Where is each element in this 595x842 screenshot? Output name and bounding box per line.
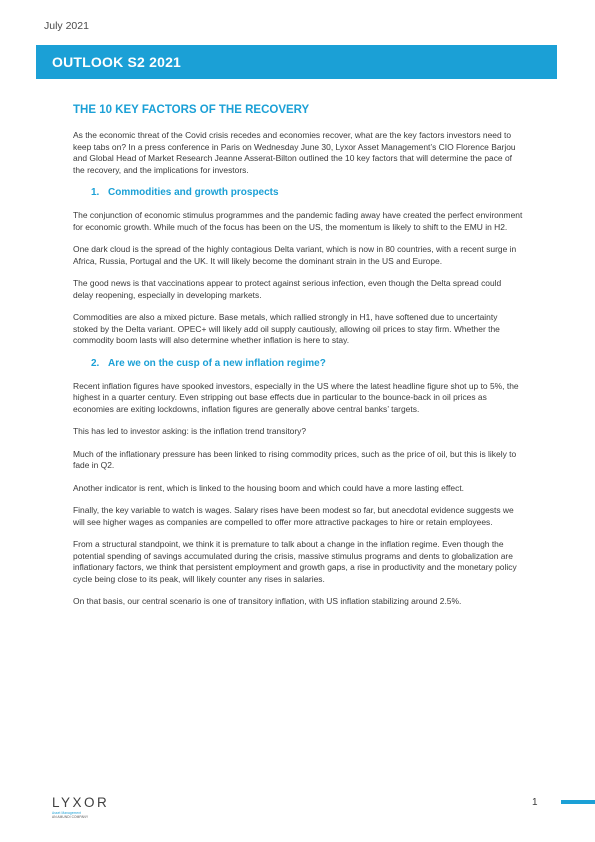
title-banner xyxy=(36,45,557,79)
page-accent-bar xyxy=(561,800,595,804)
paragraph: From a structural standpoint, we think it is premature to talk about a change in the inflation regime. Even though the potential spending of savings accumulated during the crisis, massive stimulus programs and dents to globalization are inflationary factors, we think that persistent employment and growth gaps, a rise in productivity and the monetary policy cycle being close to its peak, will likely counter any rises in salaries. xyxy=(73,539,517,584)
page-number: 1 xyxy=(532,797,538,808)
intro-paragraph: As the economic threat of the Covid crisis recedes and economies recover, what are the key factors investors need to keep tabs on? In a press conference in Paris on Wednesday June 30, Lyxor Asset Management’s CIO Florence Barjou and Global Head of Market Research Jeanne Asserat-Bilton outlined the 10 key factors that will determine the pace of the recovery, and the implications for investors. xyxy=(73,130,516,175)
logo-wordmark: LYXOR xyxy=(52,795,110,810)
paragraph: On that basis, our central scenario is one of transitory inflation, with US inflation stabilizing around 2.5%. xyxy=(73,596,462,606)
paragraph: This has led to investor asking: is the inflation trend transitory? xyxy=(73,426,307,436)
section-heading xyxy=(73,187,523,198)
section-number: 2. xyxy=(91,357,100,369)
article-body xyxy=(73,104,523,619)
paragraph: Commodities are also a mixed picture. Base metals, which rallied strongly in H1, have softened due to uncertainty stoked by the Delta variant. OPEC+ will likely add oil supply cautiously, allowing oil prices to stay firm. Whether the commodity boom lasts will also determine whether inflation is here to stay. xyxy=(73,312,500,345)
paragraph: Much of the inflationary pressure has been linked to rising commodity prices, such as the price of oil, but this is likely to fade in Q2. xyxy=(73,448,517,470)
article-title: THE 10 KEY FACTORS OF THE RECOVERY xyxy=(73,104,310,116)
section-number: 1. xyxy=(91,187,100,198)
banner-title: OUTLOOK S2 2021 xyxy=(52,54,182,70)
section-heading-text: Commodities and growth prospects xyxy=(108,187,279,198)
document-date: July 2021 xyxy=(44,20,89,32)
paragraph: One dark cloud is the spread of the highly contagious Delta variant, which is now in 80 countries, with a recent surge in Africa, Russia, Portugal and the UK. It will likely become the dominant strain in the US and Europe. xyxy=(73,244,517,266)
paragraph: The conjunction of economic stimulus programmes and the pandemic fading away have created the perfect environment for economic growth. While much of the focus has been on the US, the momentum is likely to shift to the EMU in H2. xyxy=(73,210,523,232)
paragraph: The good news is that vaccinations appear to protect against serious infection, even though the Delta spread could delay reopening, especially in developing markets. xyxy=(73,278,502,300)
section-heading-text: Are we on the cusp of a new inflation regime? xyxy=(108,357,326,369)
logo-tagline: Asset Management xyxy=(52,811,82,815)
lyxor-logo xyxy=(52,795,109,819)
section-heading xyxy=(73,358,523,369)
paragraph: Recent inflation figures have spooked investors, especially in the US where the latest headline figure shot up to 5%, the highest in a quarter century. Even stripping out base effects due in particular to the bounce-back in oil prices as economies are exiting lockdowns, inflation figures are generally above central banks’ targets. xyxy=(73,380,519,414)
paragraph: Another indicator is rent, which is linked to the housing boom and which could have a more lasting effect. xyxy=(73,482,465,493)
paragraph: Finally, the key variable to watch is wages. Salary rises have been modest so far, but anecdotal evidence suggests we will see higher wages as companies are compelled to offer more attractive packages to hire or retain employees. xyxy=(73,505,514,527)
logo-subtagline: AN AMUNDI COMPANY xyxy=(52,815,89,819)
